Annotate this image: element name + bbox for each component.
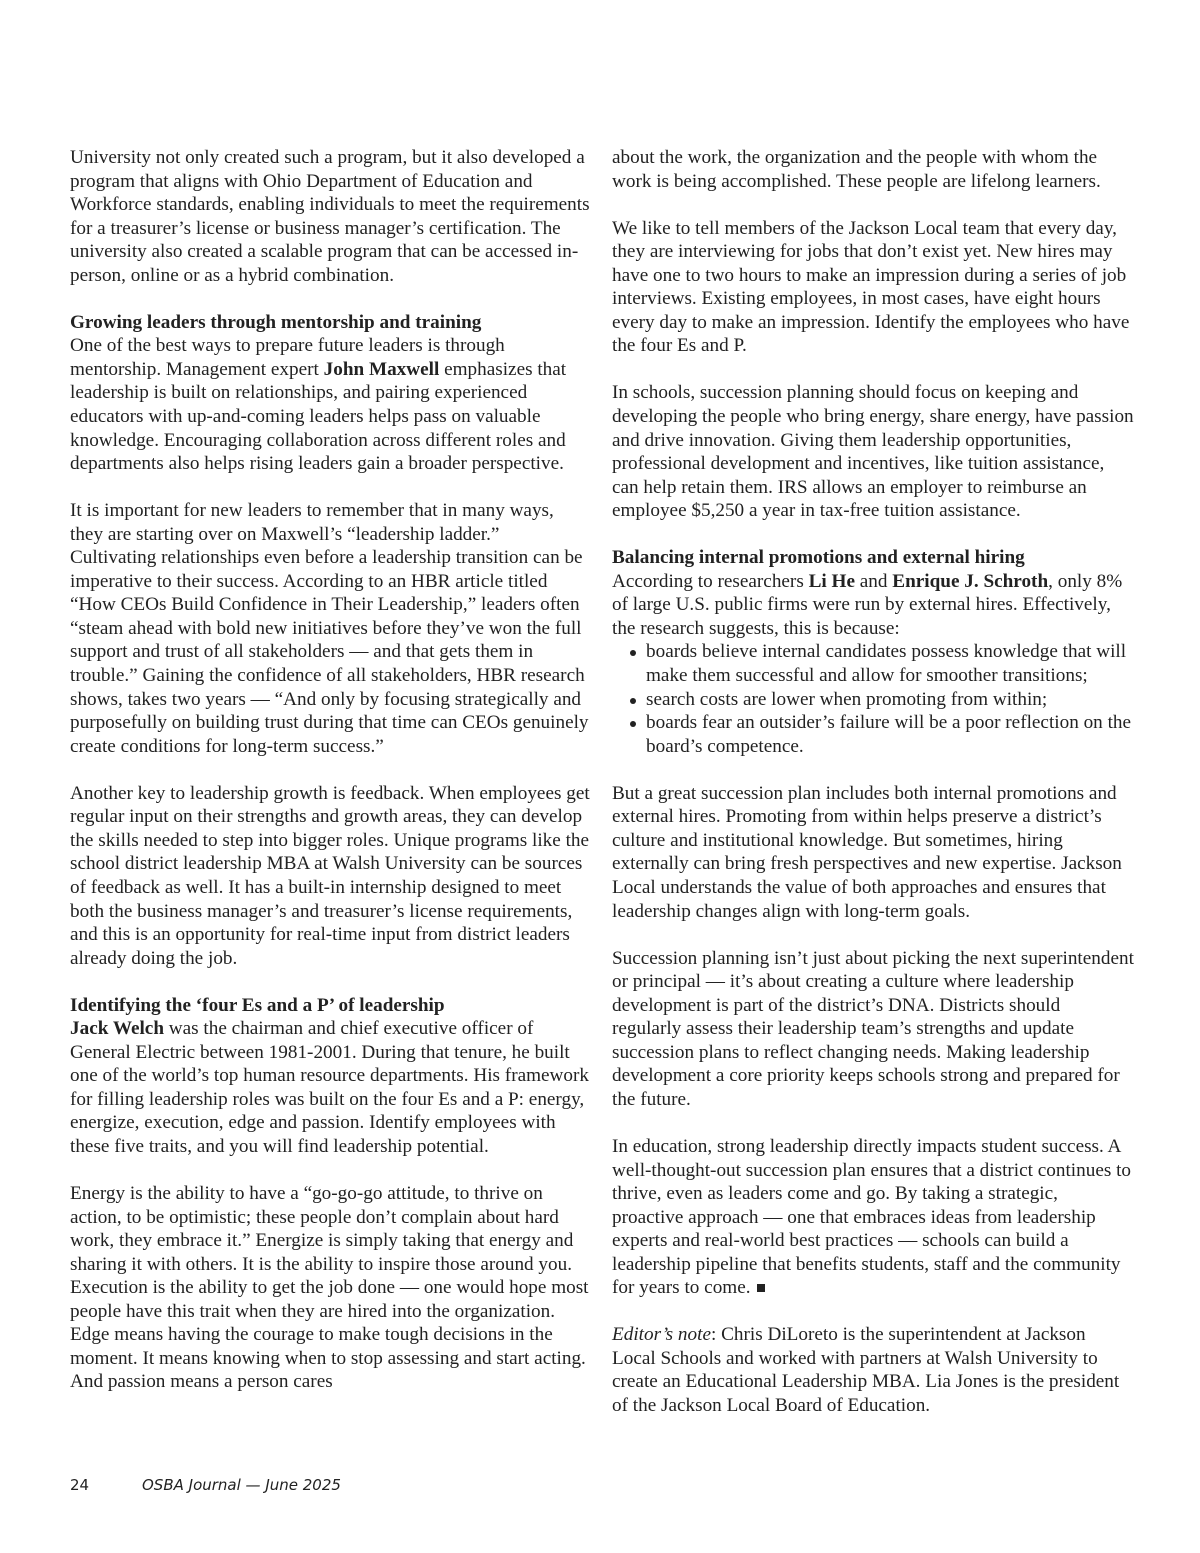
section-heading: Balancing internal promotions and external hiring [612,547,1025,569]
paragraph: Jack Welch was the chairman and chief executive officer of General Electric between 1981-2001. During that tenure, he built one of the world’s top human resource departments. His framework for filling leadership roles was built on the four Es and a P: energy, energize, execution, edge and passion. Identify employees with these five traits, and you will find leadership potential. [70,1018,589,1157]
paragraph: It is important for new leaders to remember that in many ways, they are starting over on Maxwell’s “leadership ladder.” Cultivating relationships even before a leadership transition can be imperative to their success. According to an HBR article titled “How CEOs Build Confidence in Their Leadership,” leaders often “steam ahead with bold new initiatives before they’ve won the full support and trust of all stakeholders — and that gets them in trouble.” Gaining the confidence of all stakeholders, HBR research shows, takes two years — “And only by focusing strategically and purposefully on building trust during that time can CEOs genuinely create conditions for long-term success.” [70,500,589,757]
page-footer [70,1476,341,1494]
person-name: Jack Welch [70,1018,164,1040]
end-mark-icon [757,1284,765,1292]
person-name: Enrique J. Schroth [892,570,1049,592]
page-number: 24 [70,1476,90,1494]
person-name: John Maxwell [323,358,440,380]
section-heading: Growing leaders through mentorship and training [70,311,482,333]
publication-name: OSBA Journal — June 2025 [142,1476,341,1494]
paragraph: According to researchers Li He and Enrique J. Schroth, only 8% of large U.S. public firms were run by external hires. Effectively, the research suggests, this is because: [612,570,1123,639]
right-column [612,146,1134,1418]
paragraph: Another key to leadership growth is feedback. When employees get regular input on their strengths and growth areas, they can develop the skills needed to step into bigger roles. Unique programs like the school district leadership MBA at Walsh University can be sources of feedback as well. It has a built-in internship designed to meet both the business manager’s and treasurer’s license requirements, and this is an opportunity for real-time input from district leaders already doing the job. [70,782,590,969]
bullet-list [612,640,1134,758]
paragraph: We like to tell members of the Jackson Local team that every day, they are interviewing for jobs that don’t exist yet. New hires may have one to two hours to make an impression during a series of job interviews. Existing employees, in most cases, have eight hours every day to make an impression. Identify the employees who have the four Es and P. [612,217,1130,357]
bullet-icon [630,698,636,704]
list-item: boards fear an outsider’s failure will be a poor reflection on the board’s competence. [612,711,1134,758]
list-item: search costs are lower when promoting from within; [612,688,1134,712]
paragraph: In education, strong leadership directly impacts student success. A well-thought-out succession plan ensures that a district continues to thrive, even as leaders come and go. By taking a strategic, proactive approach — one that embraces ideas from leadership experts and real-world best practices — schools can build a leadership pipeline that benefits students, staff and the community for years to come. [612,1135,1132,1299]
paragraph: University not only created such a program, but it also developed a program that aligns with Ohio Department of Education and Workforce standards, enabling individuals to meet the requirements for a treasurer’s license or business manager’s certification. The university also created a scalable program that can be accessed in-person, online or as a hybrid combination. [70,147,590,286]
paragraph: Energy is the ability to have a “go-go-go attitude, to thrive on action, to be optimistic; these people don’t complain about hard work, they embrace it.” Energize is simply taking that energy and sharing it with others. It is the ability to inspire those around you. Execution is the ability to get the job done — one would hope most people have this trait when they are hired into the organization. Edge means having the courage to make tough decisions in the moment. It means knowing when to stop assessing and start acting. And passion means a person cares [70,1183,589,1393]
list-item: boards believe internal candidates possess knowledge that will make them successful and allow for smoother transitions; [612,640,1134,687]
left-column [70,146,590,1394]
person-name: Li He [808,570,855,592]
paragraph: One of the best ways to prepare future leaders is through mentorship. Management expert John Maxwell emphasizes that leadership is built on relationships, and pairing experienced educators with up-and-coming leaders helps pass on valuable knowledge. Encouraging collaboration across different roles and departments also helps rising leaders gain a broader perspective. [70,335,567,475]
bullet-icon [630,721,636,727]
paragraph: about the work, the organization and the people with whom the work is being accomplished. These people are lifelong learners. [612,147,1101,192]
bullet-icon [630,650,636,656]
paragraph: But a great succession plan includes both internal promotions and external hires. Promoting from within helps preserve a district’s culture and institutional knowledge. But sometimes, hiring externally can bring fresh perspectives and new expertise. Jackson Local understands the value of both approaches and ensures that leadership changes align with long-term goals. [612,782,1122,922]
editors-note: Editor’s note: Chris DiLoreto is the superintendent at Jackson Local Schools and worked with partners at Walsh University to create an Educational Leadership MBA. Lia Jones is the president of the Jackson Local Board of Education. [612,1324,1120,1416]
editors-note-label: Editor’s note [612,1324,711,1346]
paragraph: Succession planning isn’t just about picking the next superintendent or principal — it’s about creating a culture where leadership development is part of the district’s DNA. Districts should regularly assess their leadership team’s strengths and update succession plans to reflect changing needs. Making leadership development a core priority keeps schools strong and prepared for the future. [612,947,1134,1110]
paragraph: In schools, succession planning should focus on keeping and developing the people who bring energy, share energy, have passion and drive innovation. Giving them leadership opportunities, professional development and incentives, like tuition assistance, can help retain them. IRS allows an employer to reimburse an employee $5,250 a year in tax-free tuition assistance. [612,382,1134,522]
section-heading: Identifying the ‘four Es and a P’ of leadership [70,994,445,1016]
